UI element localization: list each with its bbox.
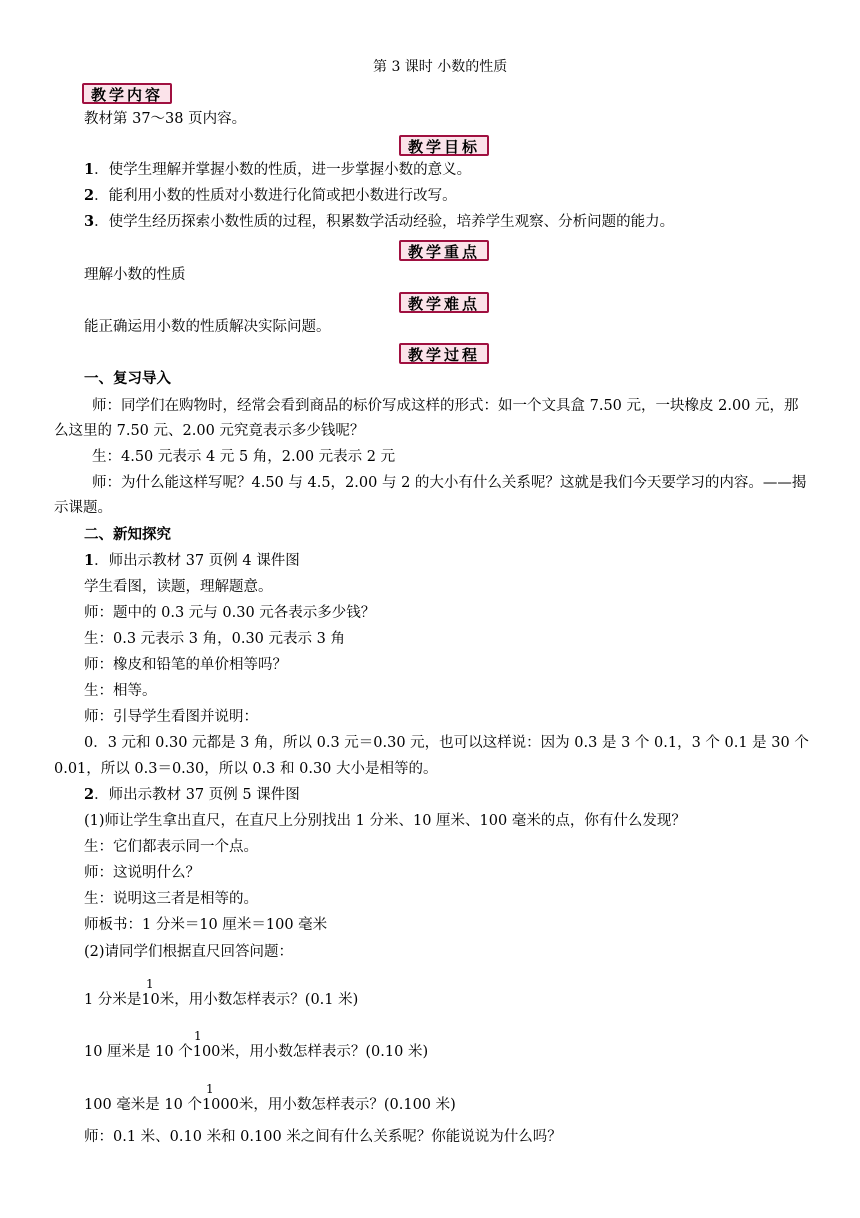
paragraph-line: 生：说明这三者是相等的。: [84, 891, 258, 907]
paragraph-line: 生：它们都表示同一个点。: [84, 839, 258, 855]
section-heading: 一、复习导入: [84, 370, 171, 387]
paragraph-line: 师：题中的 0.3 元与 0.30 元各表示多少钱？: [84, 605, 376, 621]
paragraph-line: 师：引导学生看图并说明：: [84, 709, 258, 725]
heading-teaching-content: 教学内容: [82, 83, 172, 104]
section-heading: 二、新知探究: [84, 526, 171, 543]
paragraph-line: 0．3 元和 0.30 元都是 3 角，所以 0.3 元＝0.30 元，也可以这样说：因为 0.3 是 3 个 0.1，3 个 0.1 是 30 个: [84, 735, 809, 751]
step-text: ．师出示教材 37 页例 4 课件图: [94, 553, 300, 569]
paragraph-line: 么这里的 7.50 元、2.00 元究竟表示多少钱呢？: [54, 423, 365, 439]
goal-number: 1: [84, 161, 95, 178]
fraction-numerator: 1: [194, 1029, 202, 1043]
step-text: ．师出示教材 37 页例 5 课件图: [94, 787, 300, 803]
page-title: 第 3 课时 小数的性质: [373, 59, 508, 75]
goal-item-1: [84, 161, 471, 179]
goal-number: 3: [84, 213, 95, 230]
heading-key-points: 教学重点: [399, 240, 489, 261]
heading-difficulties: 教学难点: [399, 292, 489, 313]
paragraph-line: (2)请同学们根据直尺回答问题：: [84, 944, 294, 960]
paragraph-line: (1)师让学生拿出直尺，在直尺上分别找出 1 分米、10 厘米、100 毫米的点，你有什么发现？: [84, 813, 686, 829]
paragraph-line: 师：橡皮和铅笔的单价相等吗？: [84, 657, 287, 673]
goal-number: 2: [84, 187, 95, 204]
step-number: 1: [84, 552, 95, 569]
paragraph-line: 师板书：1 分米＝10 厘米＝100 毫米: [84, 917, 328, 933]
paragraph-line: 0.01，所以 0.3＝0.30，所以 0.3 和 0.30 大小是相等的。: [54, 761, 438, 777]
paragraph-line: 师：这说明什么？: [84, 865, 200, 881]
step-2: [84, 786, 300, 804]
goal-text: ．使学生经历探索小数性质的过程，积累数学活动经验，培养学生观察、分析问题的能力。: [94, 214, 675, 230]
fraction-numerator: 1: [206, 1082, 214, 1096]
key-text: 理解小数的性质: [84, 267, 186, 283]
paragraph-line: 示课题。: [54, 500, 112, 516]
fraction-line: 10 厘米是 10 个100米，用小数怎样表示？(0.10 米): [84, 1044, 429, 1060]
step-1: [84, 552, 300, 570]
paragraph-line: 生：相等。: [84, 683, 157, 699]
fraction-line: 100 毫米是 10 个1000米，用小数怎样表示？(0.100 米): [84, 1097, 456, 1113]
content-text: 教材第 37～38 页内容。: [84, 111, 247, 127]
fraction-line: 1 分米是10米，用小数怎样表示？(0.1 米): [84, 992, 359, 1008]
paragraph-line: 师：同学们在购物时，经常会看到商品的标价写成这样的形式：如一个文具盒 7.50 元，一块橡皮 2.00 元，那: [92, 398, 799, 414]
heading-teaching-goals: 教学目标: [399, 135, 489, 156]
goal-text: ．能利用小数的性质对小数进行化简或把小数进行改写。: [94, 188, 457, 204]
paragraph-line: 学生看图，读题，理解题意。: [84, 579, 273, 595]
paragraph-line: 生：0.3 元表示 3 角，0.30 元表示 3 角: [84, 631, 345, 647]
paragraph-line: 师：0.1 米、0.10 米和 0.100 米之间有什么关系呢？你能说说为什么吗？: [84, 1129, 562, 1145]
difficulty-text: 能正确运用小数的性质解决实际问题。: [84, 319, 331, 335]
step-number: 2: [84, 786, 95, 803]
heading-teaching-process: 教学过程: [399, 343, 489, 364]
goal-item-2: [84, 187, 457, 205]
paragraph-line: 生：4.50 元表示 4 元 5 角，2.00 元表示 2 元: [92, 449, 396, 465]
paragraph-line: 师：为什么能这样写呢？4.50 与 4.5，2.00 与 2 的大小有什么关系呢？这就是我们今天要学习的内容。——揭: [92, 475, 807, 491]
goal-item-3: [84, 213, 674, 231]
goal-text: ．使学生理解并掌握小数的性质，进一步掌握小数的意义。: [94, 162, 472, 178]
fraction-numerator: 1: [146, 977, 154, 991]
